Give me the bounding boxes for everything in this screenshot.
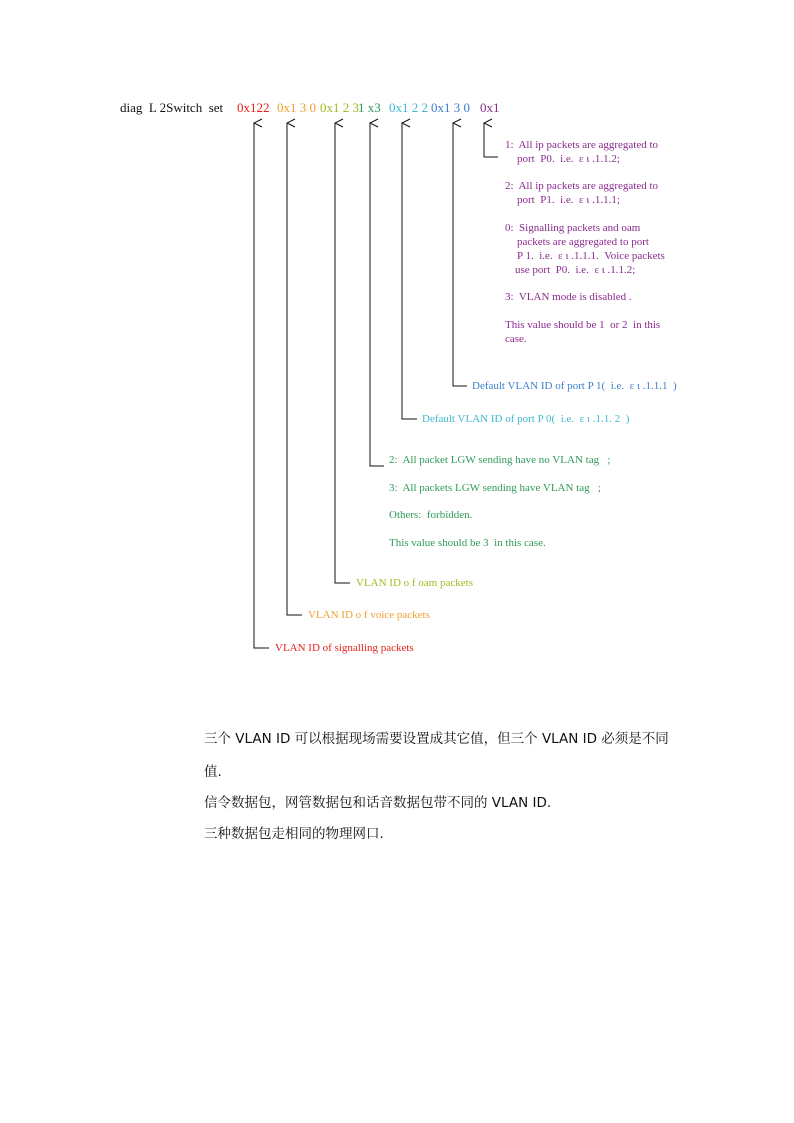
command-arg-vlan-tag-mode: 1 x3 bbox=[358, 100, 381, 115]
arg4-note-line3: Others: forbidden. bbox=[389, 509, 473, 521]
command-prefix: diag L 2Switch set bbox=[120, 100, 224, 115]
arrow-arg4 bbox=[370, 123, 384, 466]
paragraph-2: 值. bbox=[204, 764, 222, 780]
arg4-note-line4: This value should be 3 in this case. bbox=[389, 537, 546, 549]
arg7-note-line6: packets are aggregated to port bbox=[517, 236, 649, 248]
arg7-note-line8: use port P0. i.e. ε ι .1.1.2; bbox=[515, 264, 636, 276]
arg7-note-line4: port P1. i.e. ε ι .1.1.1; bbox=[517, 194, 620, 206]
arrow-arg2 bbox=[287, 123, 302, 615]
command-arg-oam-vlan: 0x1 2 3 bbox=[320, 100, 359, 115]
arg3-label: VLAN ID o f oam packets bbox=[356, 577, 473, 589]
arg1-label: VLAN ID of signalling packets bbox=[275, 642, 414, 654]
command-arg-p1-default-vlan: 0x1 3 0 bbox=[431, 100, 470, 115]
arg7-note-line10: This value should be 1 or 2 in this bbox=[505, 319, 661, 331]
arrow-arg1 bbox=[254, 123, 269, 648]
arrow-arg5 bbox=[402, 123, 417, 419]
arg7-note-line1: 1: All ip packets are aggregated to bbox=[505, 139, 659, 151]
arg7-note-line7: P 1. i.e. ε ι .1.1.1. Voice packets bbox=[517, 250, 665, 262]
command-arg-signalling-vlan: 0x122 bbox=[237, 100, 270, 115]
command-arg-port-aggregation: 0x1 bbox=[480, 100, 500, 115]
arrow-arg6 bbox=[453, 123, 467, 386]
arg4-note-line1: 2: All packet LGW sending have no VLAN tag ; bbox=[389, 454, 611, 466]
command-arg-voice-vlan: 0x1 3 0 bbox=[277, 100, 316, 115]
arrow-arg3 bbox=[335, 123, 350, 583]
paragraph-3: 信令数据包，网管数据包和话音数据包带不同的 VLAN ID. bbox=[204, 795, 552, 811]
arg5-label: Default VLAN ID of port P 0( i.e. ε ι .1.1. 2 ) bbox=[422, 413, 630, 425]
arg2-label: VLAN ID o f voice packets bbox=[308, 609, 430, 621]
paragraph-1: 三个 VLAN ID 可以根据现场需要设置成其它值，但三个 VLAN ID 必须是不同 bbox=[204, 731, 669, 747]
paragraph-4: 三种数据包走相同的物理网口. bbox=[204, 826, 384, 842]
arg4-note-line2: 3: All packets LGW sending have VLAN tag ; bbox=[389, 482, 601, 494]
command-arg-p0-default-vlan: 0x1 2 2 bbox=[389, 100, 428, 115]
arg7-note-line11: case. bbox=[505, 333, 527, 345]
arg6-label: Default VLAN ID of port P 1( i.e. ε ι .1.1.1 ) bbox=[472, 380, 677, 392]
arg7-note-line9: 3: VLAN mode is disabled . bbox=[505, 291, 632, 303]
arg7-note-line5: 0: Signalling packets and oam bbox=[505, 222, 641, 234]
arg7-note-line2: port P0. i.e. ε ι .1.1.2; bbox=[517, 153, 620, 165]
arg7-note-line3: 2: All ip packets are aggregated to bbox=[505, 180, 659, 192]
